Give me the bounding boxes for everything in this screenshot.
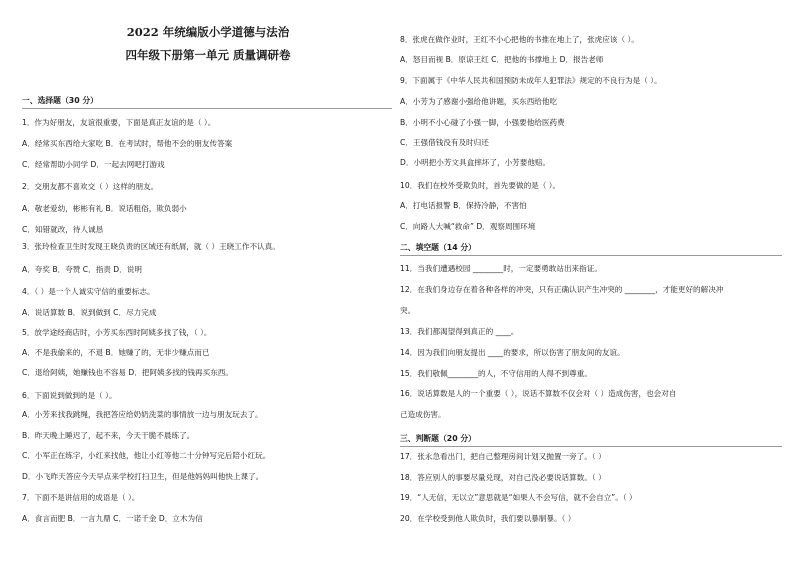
question-line: 15．我们敬佩________的人，不守信用的人得不到尊重。 bbox=[400, 369, 592, 378]
question-line: A．不是我偷来的，不退 B．她赚了的，无非少赚点而已 bbox=[22, 348, 210, 357]
question-line: 8．张虎在做作业时，王红不小心把他的书推在地上了，张虎应该（ ）。 bbox=[400, 35, 639, 44]
question-line: 10．我们在校外受欺负时，首先要做的是（ ）。 bbox=[400, 181, 561, 190]
question-line: 19．“人无信，无以立”意思就是“如果人不会写信，就不会自立”。（ ） bbox=[400, 493, 637, 502]
question-line: 13．我们都渴望得到真正的 ____。 bbox=[400, 327, 519, 336]
question-line: B．小明不小心碰了小强一脚，小强要他给医药费 bbox=[400, 118, 565, 127]
question-line: A．敬老爱幼，彬彬有礼 B．说话粗俗，欺负弱小 bbox=[22, 204, 187, 213]
question-line: A．说话算数 B．说到做到 C．尽力完成 bbox=[22, 308, 157, 317]
question-line: 3．张玲检查卫生时发现王晓负责的区域还有纸屑，就（ ）王晓工作不认真。 bbox=[22, 242, 280, 251]
question-line: 14．因为我们向朋友提出 ____的要求，所以伤害了朋友间的友谊。 bbox=[400, 348, 625, 357]
question-line: 7．下面不是讲信用的成语是（ ）。 bbox=[22, 493, 140, 502]
question-line: 2．交朋友都不喜欢交（ ）这样的朋友。 bbox=[22, 182, 159, 191]
question-line: 1．作为好朋友，友谊很重要，下面是真正友谊的是（ ）。 bbox=[22, 118, 216, 127]
section-divider bbox=[400, 255, 782, 256]
question-line: 12．在我们身边存在着各种各样的冲突，只有正确认识产生冲突的 ________，才能更好的解决冲 bbox=[400, 285, 724, 294]
question-line: A．打电话报警 B．保持冷静，不害怕 bbox=[400, 201, 527, 210]
exam-subtitle: 四年级下册第一单元 质量调研卷 bbox=[125, 48, 291, 62]
question-line: 20．在学校受到他人欺负时，我们要以暴制暴。（ ） bbox=[400, 514, 576, 523]
section-divider bbox=[22, 108, 392, 109]
question-line: C．向路人大喊“救命” D．观察周围环境 bbox=[400, 222, 536, 231]
question-line: 己造成伤害。 bbox=[400, 410, 446, 419]
question-line: A．夸奖 B．夸赞 C．指责 D．说明 bbox=[22, 265, 142, 274]
question-line: 5．放学途经商店时，小芳买东西时阿姨多找了钱，（ ）。 bbox=[22, 328, 212, 337]
question-line: A．经常买东西给大家吃 B．在考试时，帮他不会的朋友传答案 bbox=[22, 139, 233, 148]
question-line: A．怒目而视 B．原谅王红 C．把他的书撑地上 D．报告老师 bbox=[400, 55, 604, 64]
question-line: 17．张永急看出门，把自己整理房间计划又抛置一旁了。（ ） bbox=[400, 452, 606, 461]
question-line: B．昨天晚上睡迟了，起不来，今天干脆不晨练了。 bbox=[22, 431, 195, 440]
question-line: C．王强借钱没有及时归还 bbox=[400, 138, 489, 147]
question-line: C．小军正在练字，小红来找他，他让小红等他二十分钟写完后陪小红玩。 bbox=[22, 451, 271, 460]
question-line: A．食言而肥 B．一言九鼎 C．一诺千金 D．立木为信 bbox=[22, 514, 203, 523]
question-line: D．小明把小芳文具盒摔坏了，小芳要他赔。 bbox=[400, 158, 551, 167]
question-line: A．小芳来找我跳绳，我把答应给奶奶洗菜的事情放一边与朋友玩去了。 bbox=[22, 410, 263, 419]
section-heading: 三、判断题（20 分） bbox=[400, 434, 476, 443]
question-line: 11．当我们遭遇校园 ________时，一定要勇敢站出来指证。 bbox=[400, 264, 602, 273]
section-divider bbox=[400, 446, 782, 447]
question-line: D．小飞昨天答应今天早点来学校打扫卫生，但是他妈妈叫他快上课了。 bbox=[22, 472, 264, 481]
question-line: 16．说话算数是人的一个重要（ ），说话不算数不仅会对（ ）造成伤害，也会对自 bbox=[400, 389, 677, 398]
question-line: 突。 bbox=[400, 306, 416, 315]
question-line: C．退给阿姨，她赚钱也不容易 D．把阿姨多找的钱再买东西。 bbox=[22, 368, 233, 377]
question-line: C．知错就改，待人诚恳 bbox=[22, 225, 104, 234]
section-heading: 二、填空题（14 分） bbox=[400, 243, 476, 252]
question-line: 9．下面属于《中华人民共和国预防未成年人犯罪法》规定的不良行为是（ ）。 bbox=[400, 76, 662, 85]
question-line: 18．答应别人的事要尽量兑现，对自己没必要说话算数。（ ） bbox=[400, 473, 606, 482]
exam-title: 2022 年统编版小学道德与法治 bbox=[126, 25, 290, 39]
question-line: C．经常帮助小同学 D．一起去网吧打游戏 bbox=[22, 160, 165, 169]
question-line: A．小芳为了感谢小强给他讲题，买东西给他吃 bbox=[400, 97, 558, 106]
section-heading: 一、选择题（30 分） bbox=[22, 96, 98, 105]
question-line: 6．下面说到做到的是（ ）。 bbox=[22, 391, 117, 400]
question-line: 4．（ ）是一个人诚实守信的重要标志。 bbox=[22, 287, 155, 296]
